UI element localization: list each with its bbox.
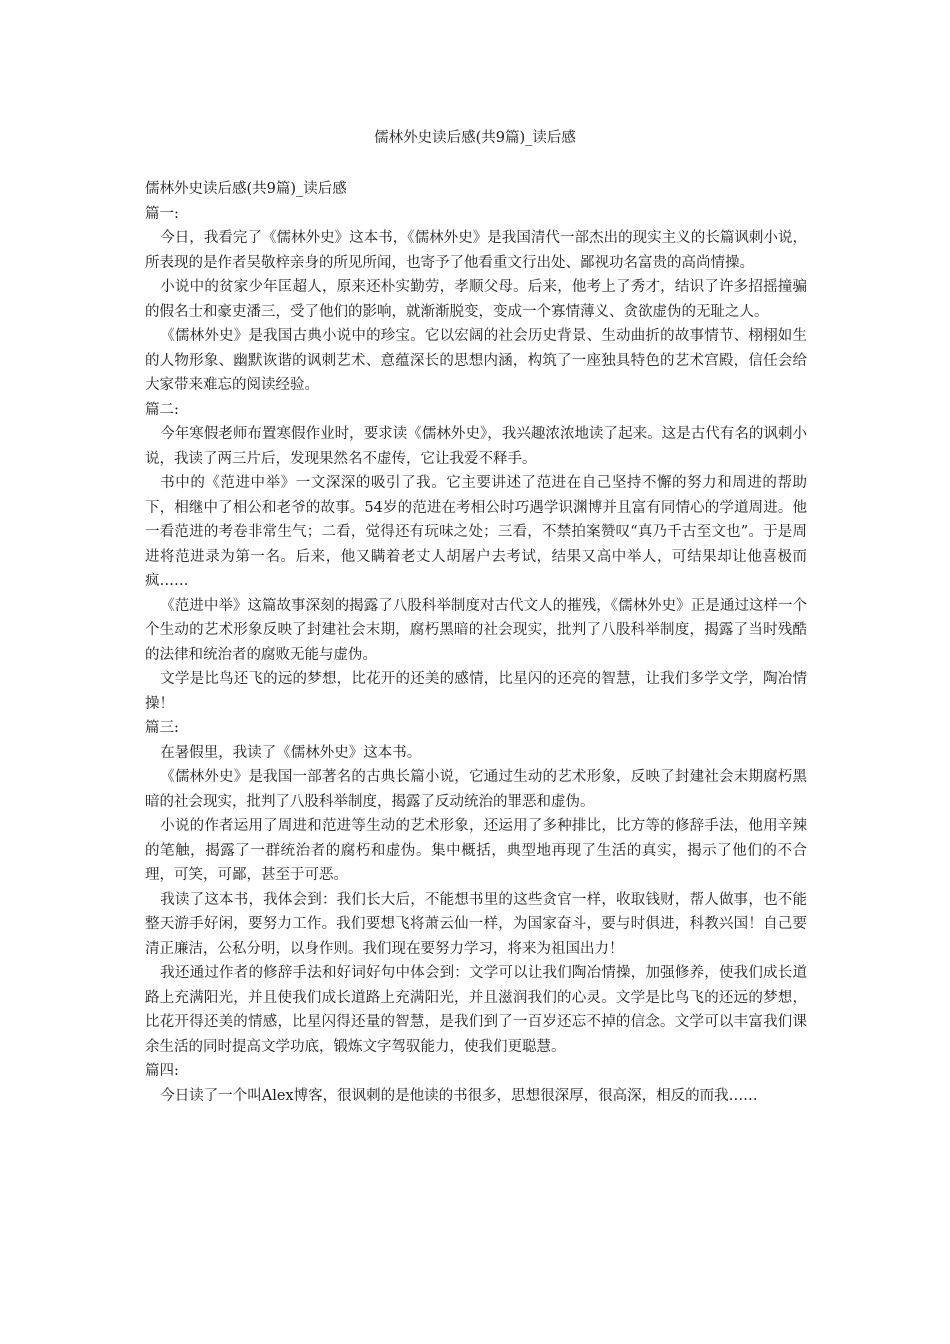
section-heading: 篇一: [145,205,179,222]
paragraph: 在暑假里，我读了《儒林外史》这本书。 [160,744,422,761]
paragraph: 小说中的贫家少年匡超人，原来还朴实勤劳，孝顺父母。后来，他考上了秀才，结识了许多招摇撞骗的假名士和豪吏潘三，受了他们的影响，就渐渐脱变，变成一个寡情薄义、贪欲虚伪的无耻之人。 [145,279,807,320]
section-heading: 篇二: [145,401,179,418]
section-heading: 篇三: [145,720,179,736]
paragraph: 《范进中举》这篇故事深刻的揭露了八股科举制度对古代文人的摧残，《儒林外史》正是通过这样一个个生动的艺术形象反映了封建社会末期，腐朽黑暗的社会现实，批判了八股科举制度，揭露了当时残酷的法律和统治者的腐败无能与虚伪。 [145,597,807,663]
paragraph: 今日读了一个叫Alex博客，很讽刺的是他读的书很多，思想很深厚，很高深，相反的而我…… [160,1087,758,1104]
document-subtitle: 儒林外史读后感(共9篇)_读后感 [145,181,347,197]
paragraph: 我读了这本书，我体会到：我们长大后，不能想书里的这些贪官一样，收取钱财，帮人做事，也不能整天游手好闲，要努力工作。我们要想飞将萧云仙一样，为国家奋斗，要与时俱进，科教兴国！自己要清正廉洁，公私分明，以身作则。我们现在要努力学习，将来为祖国出力！ [145,891,807,957]
paragraph: 今日，我看完了《儒林外史》这本书，《儒林外史》是我国清代一部杰出的现实主义的长篇讽刺小说， 所表现的是作者吴敬梓亲身的所见所闻，也寄予了他看重文行出处、鄙视功名富贵的高尚情操。 [145,230,807,271]
paragraph: 我还通过作者的修辞手法和好词好句中体会到：文学可以让我们陶冶情操，加强修养，使我们成长道路上充满阳光，并且使我们成长道路上充满阳光，并且滋润我们的心灵。文学是比鸟飞的还远的梦想，比花开得还美的情感，比星闪得还量的智慧，是我们到了一百岁还忘不掉的信念。文学可以丰富我们课余生活的同时提高文学功底，锻炼文字驾驭能力，使我们更聪慧。 [145,965,807,1055]
paragraph: 小说的作者运用了周进和范进等生动的艺术形象，还运用了多种排比，比方等的修辞手法，他用辛辣的笔触，揭露了一群统治者的腐朽和虚伪。集中概括，典型地再现了生活的真实，揭示了他们的不合理，可笑，可鄙，甚至于可恶。 [145,818,807,883]
paragraph: 书中的《范进中举》一文深深的吸引了我。它主要讲述了范进在自己坚持不懈的努力和周进的帮助下，相继中了相公和老爷的故事。54岁的范进在考相公时巧遇学识渊博并且富有同情心的学道周进。他一看范进的考卷非常生气；二看，觉得还有玩味之处；三看，不禁拍案赞叹“真乃千古至文也”。于是周进将范进录为第一名。后来，他又瞒着老丈人胡屠户去考试，结果又高中举人，可结果却让他喜极而疯…… [145,475,807,589]
document-body [145,177,807,1108]
paragraph: 《儒林外史》是我国一部著名的古典长篇小说，它通过生动的艺术形象，反映了封建社会末期腐朽黑暗的社会现实，批判了八股科举制度，揭露了反动统治的罪恶和虚伪。 [145,769,807,810]
section-heading: 篇四: [145,1063,179,1079]
paragraph: 今年寒假老师布置寒假作业时，要求读《儒林外史》，我兴趣浓浓地读了起来。这是古代有名的讽刺小说，我读了两三片后，发现果然名不虚传，它让我爱不释手。 [145,426,807,467]
paragraph: 文学是比鸟还飞的远的梦想，比花开的还美的感情，比星闪的还亮的智慧，让我们多学文学，陶冶情操！ [145,671,807,712]
paragraph: 《儒林外史》是我国古典小说中的珍宝。它以宏阔的社会历史背景、生动曲折的故事情节、栩栩如生的人物形象、幽默诙谐的讽刺艺术、意蕴深长的思想内涵，构筑了一座独具特色的艺术宫殿，信任会给大家带来难忘的阅读经验。 [145,328,807,393]
document-title: 儒林外史读后感(共9篇)_读后感 [374,130,576,146]
